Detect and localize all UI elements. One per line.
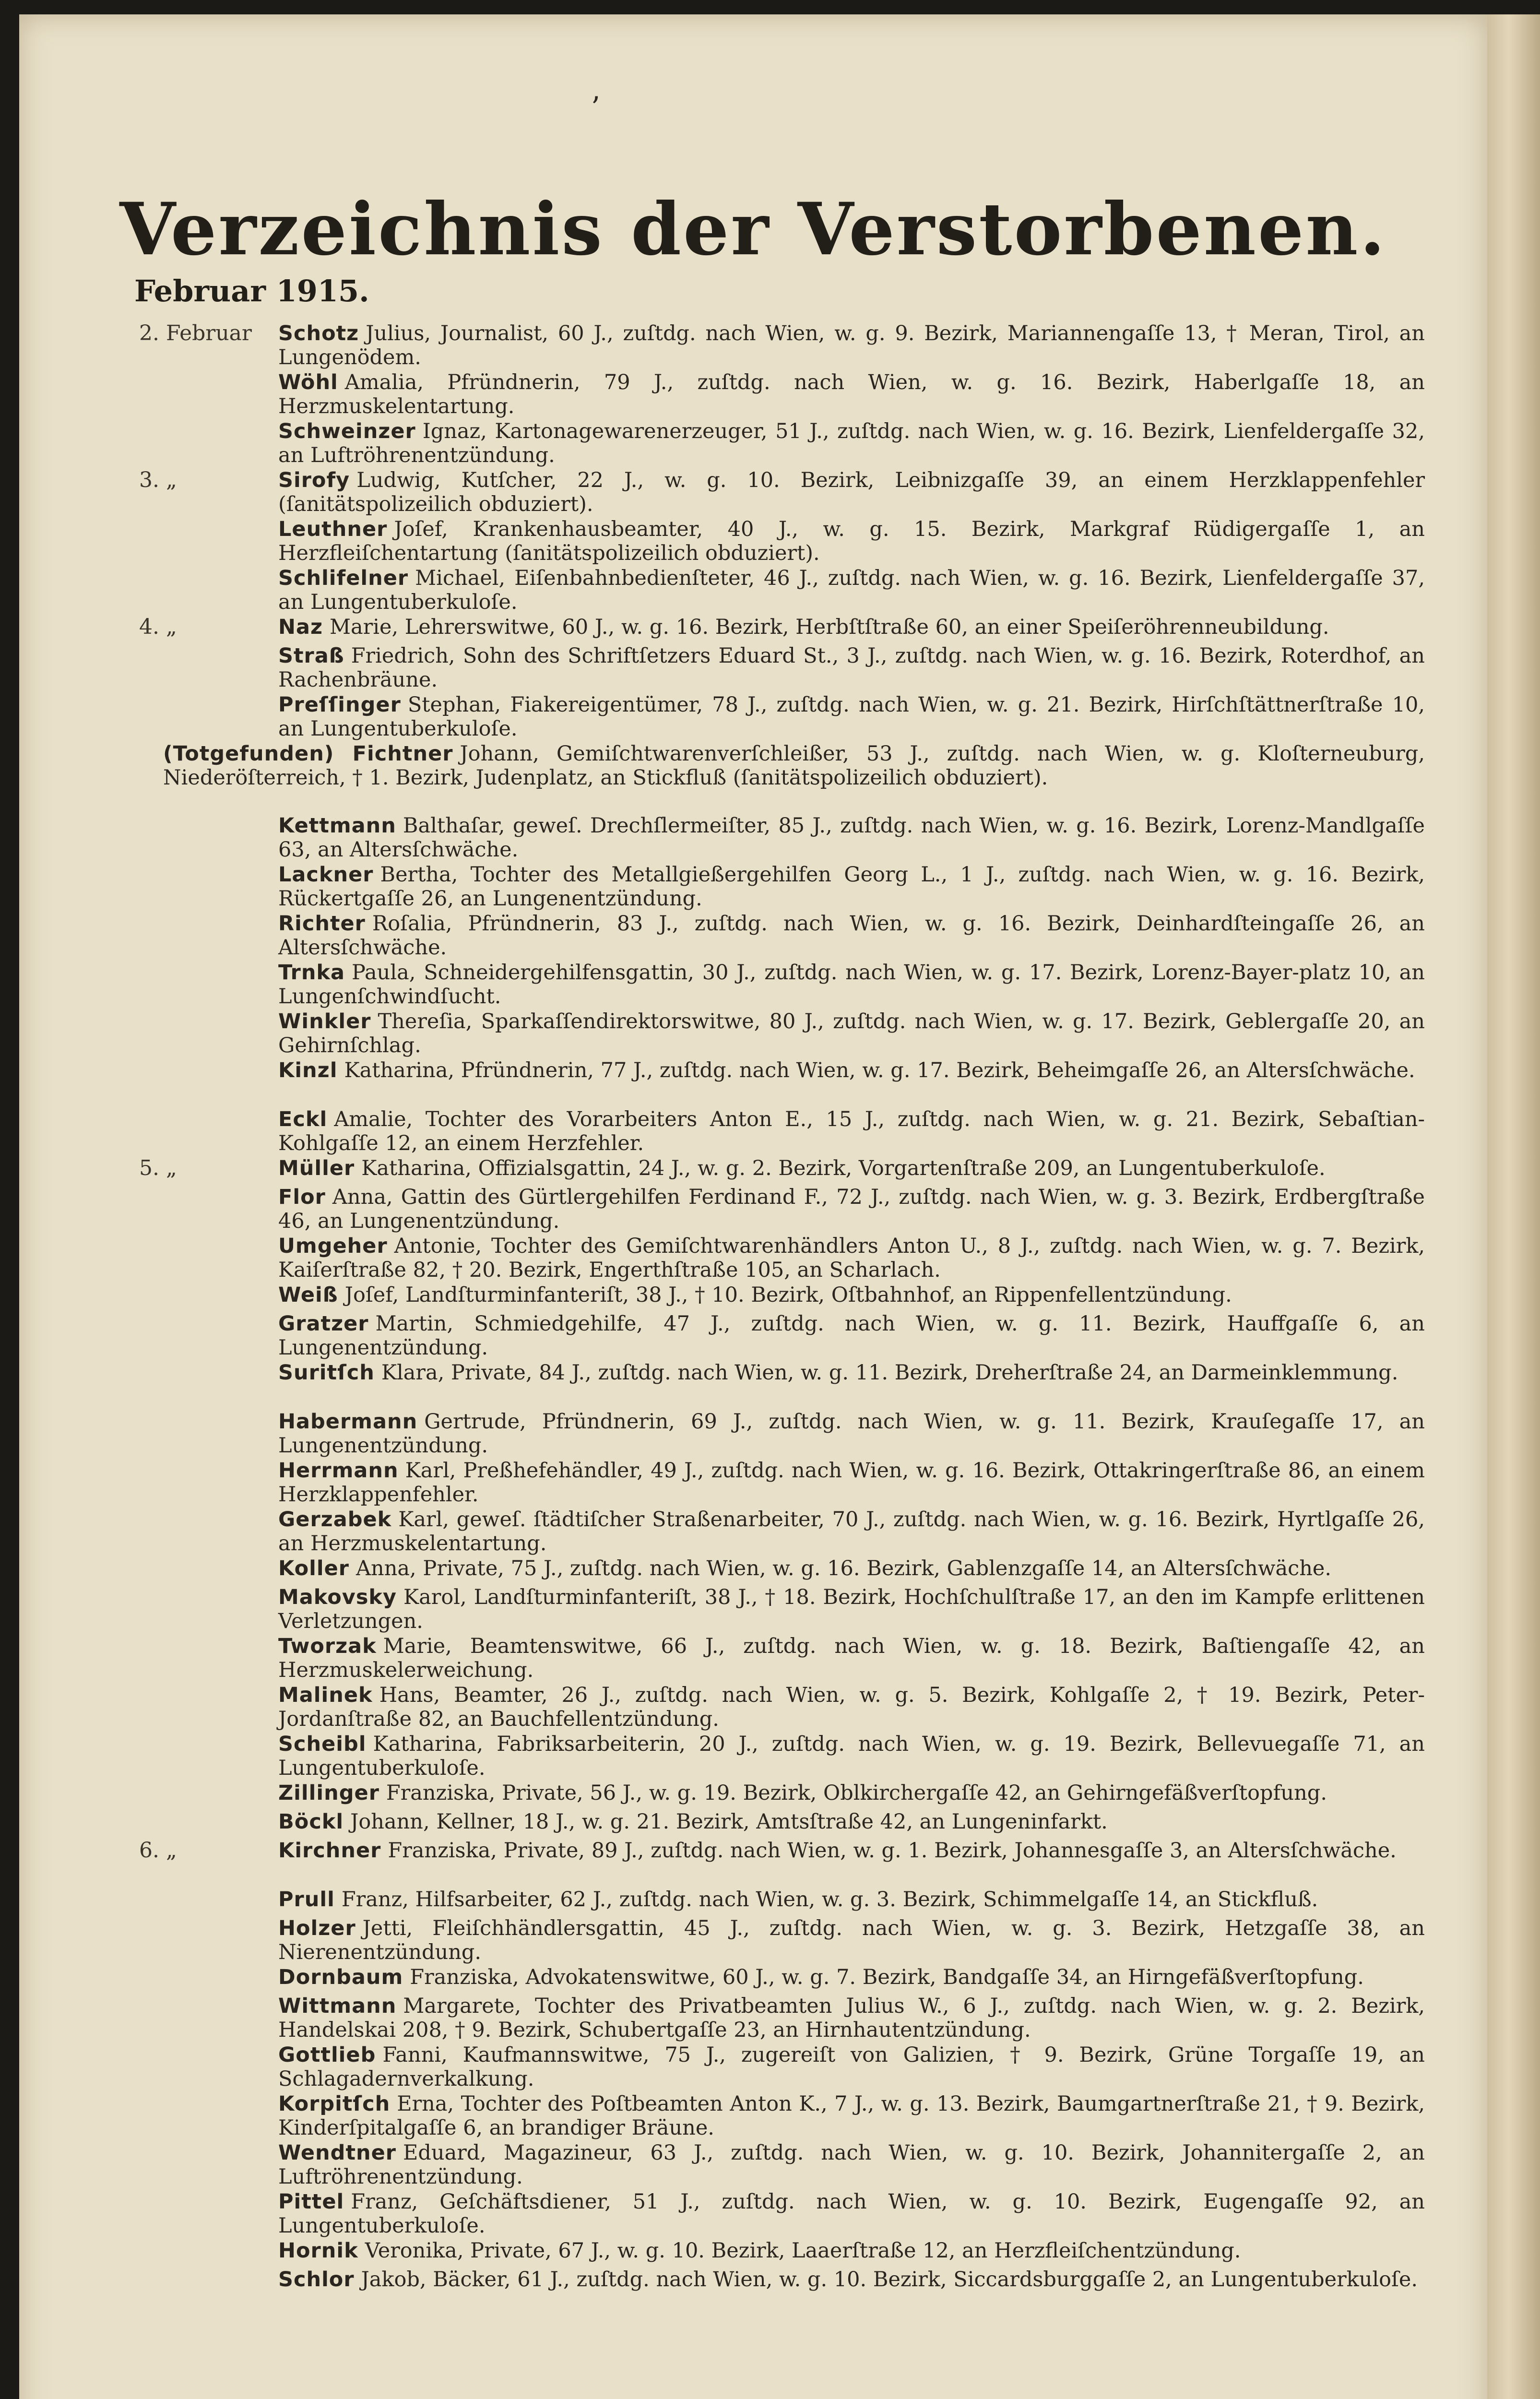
register-entry xyxy=(19,468,1487,517)
deceased-surname: Wittmann xyxy=(278,1994,397,2018)
entry-details: Katharina, Offizialsgattin, 24 J., w. g. 2. Bezirk, Vorgartenſtraße 209, an Lungentuberkuloſe. xyxy=(361,1156,1326,1180)
deceased-surname: Schlifelner xyxy=(278,566,409,590)
deceased-surname: Schlor xyxy=(278,2268,355,2292)
deceased-surname: Pittel xyxy=(278,2190,344,2214)
deceased-surname: Zillinger xyxy=(278,1781,379,1805)
register-entry xyxy=(19,1810,1487,1839)
register-entry xyxy=(19,419,1487,468)
register-entry xyxy=(19,1234,1487,1283)
entry-details: Klara, Private, 84 J., zuſtdg. nach Wien, w. g. 11. Bezirk, Dreherſtraße 24, an Darmeinklemmung. xyxy=(381,1361,1398,1385)
entry-details: Franz, Geſchäftsdiener, 51 J., zuſtdg. nach Wien, w. g. 10. Bezirk, Eugengaſſe 92, an Lungentuberkuloſe. xyxy=(278,2190,1425,2238)
register-entry xyxy=(19,1361,1487,1410)
page-title: Verzeichnis der Verstorbenen. xyxy=(119,187,1387,272)
register-entry xyxy=(19,1459,1487,1508)
deceased-surname: Gerzabek xyxy=(278,1508,392,1532)
register-entry xyxy=(19,1839,1487,1888)
entry-text xyxy=(278,2268,1425,2292)
entry-details: Friedrich, Sohn des Schriftſetzers Eduard St., 3 J., zuſtdg. nach Wien, w. g. 16. Bezirk, Roterdhof, an Rachenbräune. xyxy=(278,644,1425,692)
death-register-list xyxy=(19,321,1487,2316)
deceased-surname: Kinzl xyxy=(278,1058,338,1082)
entry-details: Paula, Schneidergehilfensgattin, 30 J., zuſtdg. nach Wien, w. g. 17. Bezirk, Lorenz-Bayer-platz 10, an Lungenſchwindſucht. xyxy=(278,961,1425,1009)
entry-text xyxy=(278,912,1425,960)
register-entry xyxy=(19,912,1487,961)
entry-details: Bertha, Tochter des Metallgießergehilfen Georg L., 1 J., zuſtdg. nach Wien, w. g. 16. Bezirk, Rückertgaſſe 26, an Lungenentzündung. xyxy=(278,863,1425,911)
entry-text xyxy=(278,1916,1425,1964)
register-entry xyxy=(19,517,1487,566)
entry-text xyxy=(278,1361,1425,1385)
register-entry xyxy=(19,2190,1487,2239)
entry-details: Roſalia, Pfründnerin, 83 J., zuſtdg. nach Wien, w. g. 16. Bezirk, Deinhardſteingaſſe 26, an Altersſchwäche. xyxy=(278,912,1425,960)
deceased-surname: Sirofy xyxy=(278,468,350,492)
register-entry xyxy=(19,1410,1487,1459)
deceased-surname: Müller xyxy=(278,1156,355,1180)
entry-text xyxy=(278,1410,1425,1458)
deceased-surname: Straß xyxy=(278,644,344,668)
register-entry xyxy=(19,1732,1487,1781)
register-entry xyxy=(19,1683,1487,1732)
entry-details: Franziska, Private, 89 J., zuſtdg. nach Wien, w. g. 1. Bezirk, Johannesgaſſe 3, an Altersſchwäche. xyxy=(388,1839,1397,1863)
deceased-surname: Holzer xyxy=(278,1916,356,1940)
deceased-surname: Wöhl xyxy=(278,370,338,394)
month-heading: Februar 1915. xyxy=(134,273,369,309)
deceased-surname: Weiß xyxy=(278,1283,338,1307)
entry-details: Katharina, Pfründnerin, 77 J., zuſtdg. nach Wien, w. g. 17. Bezirk, Beheimgaſſe 26, an Altersſchwäche. xyxy=(344,1058,1415,1082)
deceased-surname: Preſſinger xyxy=(278,693,401,717)
entry-details: Antonie, Tochter des Gemiſchtwarenhändlers Anton U., 8 J., zuſtdg. nach Wien, w. g. 7. Bezirk, Kaiſerſtraße 82, † 20. Bezirk, Engerthſtraße 105, an Scharlach. xyxy=(278,1234,1425,1282)
entry-date: 4. „ xyxy=(139,615,177,639)
deceased-surname: Koller xyxy=(278,1556,349,1580)
entry-text xyxy=(278,961,1425,1009)
deceased-surname: Eckl xyxy=(278,1107,328,1131)
entry-text xyxy=(278,1634,1425,1682)
entry-details: Hans, Beamter, 26 J., zuſtdg. nach Wien, w. g. 5. Bezirk, Kohlgaſſe 2, † 19. Bezirk, Peter-Jordanſtraße 82, an Bauchfellentzündung. xyxy=(278,1683,1425,1731)
entry-details: Balthaſar, geweſ. Drechſlermeiſter, 85 J., zuſtdg. nach Wien, w. g. 16. Bezirk, Lorenz-Mandlgaſſe 63, an Altersſchwäche. xyxy=(278,814,1425,862)
deceased-surname: Tworzak xyxy=(278,1634,377,1658)
entry-details: Franziska, Advokatenswitwe, 60 J., w. g. 7. Bezirk, Bandgaſſe 34, an Hirngefäßverſtopfung. xyxy=(410,1965,1364,1989)
entry-date: 5. „ xyxy=(139,1156,177,1180)
deceased-surname: Kettmann xyxy=(278,814,396,838)
register-entry xyxy=(19,742,1487,814)
entry-text xyxy=(278,1107,1425,1155)
entry-details: Franziska, Private, 56 J., w. g. 19. Bezirk, Oblkirchergaſſe 42, an Gehirngefäßverſtopfung. xyxy=(386,1781,1327,1805)
entry-date: 6. „ xyxy=(139,1838,177,1863)
register-entry xyxy=(19,566,1487,615)
entry-details: Marie, Lehrerswitwe, 60 J., w. g. 16. Bezirk, Herbſtſtraße 60, an einer Speiſeröhrenneubildung. xyxy=(330,615,1329,639)
register-entry xyxy=(19,1107,1487,1156)
document-page xyxy=(19,14,1487,2399)
deceased-surname: Makovsky xyxy=(278,1585,397,1609)
register-entry xyxy=(19,1965,1487,1994)
entry-text xyxy=(278,2239,1425,2263)
entry-text xyxy=(278,1156,1425,1180)
entry-details: Joſef, Krankenhausbeamter, 40 J., w. g. 15. Bezirk, Markgraf Rüdigergaſſe 1, an Herzfleiſchentartung (ſanitätspolizeilich obduziert). xyxy=(278,517,1425,565)
deceased-surname: Lackner xyxy=(278,863,374,887)
register-entry xyxy=(19,1781,1487,1810)
entry-details: Franz, Hilfsarbeiter, 62 J., zuſtdg. nach Wien, w. g. 3. Bezirk, Schimmelgaſſe 14, an Stickfluß. xyxy=(341,1888,1318,1912)
entry-details: Karl, geweſ. ſtädtiſcher Straßenarbeiter, 70 J., zuſtdg. nach Wien, w. g. 16. Bezirk, Hyrtlgaſſe 26, an Herzmuskelentartung. xyxy=(278,1508,1425,1556)
register-entry xyxy=(19,321,1487,370)
entry-details: Stephan, Fiakereigentümer, 78 J., zuſtdg. nach Wien, w. g. 21. Bezirk, Hirſchſtättnerſtraße 10, an Lungentuberkuloſe. xyxy=(278,693,1425,741)
entry-text xyxy=(278,1888,1425,1912)
register-entry xyxy=(19,1556,1487,1585)
deceased-surname: Dornbaum xyxy=(278,1965,403,1989)
entry-text xyxy=(278,321,1425,369)
deceased-surname: Habermann xyxy=(278,1410,418,1434)
deceased-surname: Korpitſch xyxy=(278,2092,391,2116)
deceased-surname: Suritſch xyxy=(278,1361,375,1385)
register-entry xyxy=(19,1058,1487,1107)
register-entry xyxy=(19,1634,1487,1683)
entry-date: 3. „ xyxy=(139,468,177,492)
entry-text xyxy=(278,517,1425,565)
entry-details: Amalia, Pfründnerin, 79 J., zuſtdg. nach Wien, w. g. 16. Bezirk, Haberlgaſſe 18, an Herzmuskelentartung. xyxy=(278,370,1425,418)
register-entry xyxy=(19,1156,1487,1185)
register-entry xyxy=(19,693,1487,742)
entry-text xyxy=(278,1234,1425,1282)
entry-text xyxy=(278,814,1425,862)
entry-details: Anna, Gattin des Gürtlergehilfen Ferdinand F., 72 J., zuſtdg. nach Wien, w. g. 3. Bezirk, Erdbergſtraße 46, an Lungenentzündung. xyxy=(278,1185,1425,1233)
entry-text xyxy=(278,2141,1425,2189)
entry-text xyxy=(278,2043,1425,2091)
register-entry xyxy=(19,2268,1487,2316)
entry-details: Anna, Private, 75 J., zuſtdg. nach Wien, w. g. 16. Bezirk, Gablenzgaſſe 14, an Altersſchwäche. xyxy=(355,1556,1332,1580)
deceased-surname: Prull xyxy=(278,1888,335,1912)
entry-text xyxy=(278,2092,1425,2140)
register-entry xyxy=(19,2092,1487,2141)
deceased-surname: Gratzer xyxy=(278,1312,369,1336)
deceased-surname: Naz xyxy=(278,615,323,639)
register-entry xyxy=(19,1009,1487,1058)
entry-details: Ludwig, Kutſcher, 22 J., w. g. 10. Bezirk, Leibnizgaſſe 39, an einem Herzklappenfehler (ſanitätspolizeilich obduziert). xyxy=(278,468,1425,516)
entry-text xyxy=(278,1683,1425,1731)
register-entry xyxy=(19,863,1487,912)
deceased-surname: Schweinzer xyxy=(278,419,416,443)
deceased-surname: Winkler xyxy=(278,1009,371,1033)
entry-text xyxy=(278,1459,1425,1507)
deceased-surname: Malinek xyxy=(278,1683,373,1707)
entry-text xyxy=(278,1994,1425,2042)
entry-text xyxy=(278,1312,1425,1360)
entry-details: Eduard, Magazineur, 63 J., zuſtdg. nach Wien, w. g. 10. Bezirk, Johannitergaſſe 2, an Luftröhrenentzündung. xyxy=(278,2141,1425,2189)
entry-details: Thereſia, Sparkaſſendirektorswitwe, 80 J., zuſtdg. nach Wien, w. g. 17. Bezirk, Geblergaſſe 20, an Gehirnſchlag. xyxy=(278,1009,1425,1057)
entry-details: Julius, Journalist, 60 J., zuſtdg. nach Wien, w. g. 9. Bezirk, Mariannengaſſe 13, † Meran, Tirol, an Lungenödem. xyxy=(278,321,1425,369)
register-entry xyxy=(19,961,1487,1009)
entry-details: Margarete, Tochter des Privatbeamten Julius W., 6 J., zuſtdg. nach Wien, w. g. 2. Bezirk, Handelskai 208, † 9. Bezirk, Schubertgaſſe 23, an Hirnhautentzündung. xyxy=(278,1994,1425,2042)
entry-text xyxy=(278,693,1425,741)
entry-details: Johann, Kellner, 18 J., w. g. 21. Bezirk, Amtsſtraße 42, an Lungeninfarkt. xyxy=(350,1810,1108,1834)
deceased-surname: Kirchner xyxy=(278,1839,381,1863)
deceased-surname: (Totgefunden) Fichtner xyxy=(163,742,453,766)
register-entry xyxy=(19,2239,1487,2268)
register-entry xyxy=(19,1283,1487,1312)
deceased-surname: Gottlieb xyxy=(278,2043,376,2067)
entry-text xyxy=(278,1965,1425,1989)
register-entry xyxy=(19,1312,1487,1361)
entry-text xyxy=(278,644,1425,692)
entry-details: Fanni, Kaufmannswitwe, 75 J., zugereiſt von Galizien, † 9. Bezirk, Grüne Torgaſſe 19, an Schlagadernverkalkung. xyxy=(278,2043,1425,2091)
deceased-surname: Umgeher xyxy=(278,1234,388,1258)
entry-details: Jetti, Fleiſchhändlersgattin, 45 J., zuſtdg. nach Wien, w. g. 3. Bezirk, Hetzgaſſe 38, an Nierenentzündung. xyxy=(278,1916,1425,1964)
entry-text xyxy=(278,1283,1425,1307)
entry-text xyxy=(278,1839,1425,1863)
register-entry xyxy=(19,370,1487,419)
entry-details: Martin, Schmiedgehilfe, 47 J., zuſtdg. nach Wien, w. g. 11. Bezirk, Hauffgaſſe 6, an Lungenentzündung. xyxy=(278,1312,1425,1360)
entry-text xyxy=(278,1585,1425,1633)
register-entry xyxy=(19,1185,1487,1234)
entry-details: Joſef, Landſturminfanteriſt, 38 J., † 10. Bezirk, Oſtbahnhof, an Rippenfellentzündung. xyxy=(344,1283,1232,1307)
entry-text xyxy=(278,1810,1425,1834)
entry-text xyxy=(278,370,1425,418)
register-entry xyxy=(19,1994,1487,2043)
entry-details: Erna, Tochter des Poſtbeamten Anton K., 7 J., w. g. 13. Bezirk, Baumgartnerſtraße 21, † 9. Bezirk, Kinderſpitalgaſſe 6, an brandiger Bräune. xyxy=(278,2092,1425,2140)
register-entry xyxy=(19,2141,1487,2190)
deceased-surname: Leuthner xyxy=(278,517,388,541)
register-entry xyxy=(19,2043,1487,2092)
deceased-surname: Flor xyxy=(278,1185,326,1209)
register-entry xyxy=(19,814,1487,863)
deceased-surname: Böckl xyxy=(278,1810,344,1834)
deceased-surname: Herrmann xyxy=(278,1459,399,1483)
register-entry xyxy=(19,1888,1487,1916)
register-entry xyxy=(19,615,1487,644)
deceased-surname: Richter xyxy=(278,912,366,936)
entry-text xyxy=(278,1508,1425,1556)
entry-text xyxy=(278,863,1425,911)
entry-text xyxy=(278,1781,1425,1805)
page-edge xyxy=(1487,14,1540,2399)
entry-details: Veronika, Private, 67 J., w. g. 10. Bezirk, Laaerſtraße 12, an Herzfleiſchentzündung. xyxy=(365,2239,1241,2263)
entry-details: Katharina, Fabriksarbeiterin, 20 J., zuſtdg. nach Wien, w. g. 19. Bezirk, Bellevuegaſſe 71, an Lungentuberkuloſe. xyxy=(278,1732,1425,1780)
entry-text xyxy=(278,2190,1425,2238)
entry-text xyxy=(163,742,1425,790)
entry-details: Amalie, Tochter des Vorarbeiters Anton E., 15 J., zuſtdg. nach Wien, w. g. 21. Bezirk, Sebaſtian-Kohlgaſſe 12, an einem Herzfehler. xyxy=(278,1107,1425,1155)
entry-details: Michael, Eiſenbahnbedienſteter, 46 J., zuſtdg. nach Wien, w. g. 16. Bezirk, Lienfeldergaſſe 37, an Lungentuberkuloſe. xyxy=(278,566,1425,614)
entry-details: Marie, Beamtenswitwe, 66 J., zuſtdg. nach Wien, w. g. 18. Bezirk, Baſtiengaſſe 42, an Herzmuskelerweichung. xyxy=(278,1634,1425,1682)
entry-details: Johann, Gemiſchtwarenverſchleißer, 53 J., zuſtdg. nach Wien, w. g. Kloſterneuburg, Niederöſterreich, † 1. Bezirk, Judenplatz, an Stickfluß (ſanitätspolizeilich obduziert). xyxy=(163,742,1425,790)
entry-text xyxy=(278,1058,1425,1082)
entry-text xyxy=(278,1556,1425,1580)
register-entry xyxy=(19,644,1487,693)
register-entry xyxy=(19,1508,1487,1556)
deceased-surname: Trnka xyxy=(278,961,345,985)
deceased-surname: Scheibl xyxy=(278,1732,367,1756)
entry-text xyxy=(278,419,1425,467)
register-entry xyxy=(19,1585,1487,1634)
deceased-surname: Wendtner xyxy=(278,2141,396,2165)
entry-text xyxy=(278,566,1425,614)
entry-details: Ignaz, Kartonagewarenerzeuger, 51 J., zuſtdg. nach Wien, w. g. 16. Bezirk, Lienfeldergaſſe 32, an Luftröhrenentzündung. xyxy=(278,419,1425,467)
entry-details: Karl, Preßhefehändler, 49 J., zuſtdg. nach Wien, w. g. 16. Bezirk, Ottakringerſtraße 86, an einem Herzklappenfehler. xyxy=(278,1459,1425,1507)
entry-date: 2. Februar xyxy=(139,321,252,345)
entry-text xyxy=(278,1009,1425,1057)
entry-details: Karol, Landſturminfanteriſt, 38 J., † 18. Bezirk, Hochſchulſtraße 17, an den im Kampfe erlittenen Verletzungen. xyxy=(278,1585,1425,1633)
entry-details: Jakob, Bäcker, 61 J., zuſtdg. nach Wien, w. g. 10. Bezirk, Siccardsburggaſſe 2, an Lungentuberkuloſe. xyxy=(361,2268,1418,2292)
entry-text xyxy=(278,1185,1425,1233)
entry-text xyxy=(278,468,1425,516)
ink-mark: ʼ xyxy=(590,91,600,125)
register-entry xyxy=(19,1916,1487,1965)
entry-details: Gertrude, Pfründnerin, 69 J., zuſtdg. nach Wien, w. g. 11. Bezirk, Krauſegaſſe 17, an Lungenentzündung. xyxy=(278,1410,1425,1458)
entry-text xyxy=(278,615,1425,639)
deceased-surname: Hornik xyxy=(278,2239,358,2263)
entry-text xyxy=(278,1732,1425,1780)
deceased-surname: Schotz xyxy=(278,321,359,345)
